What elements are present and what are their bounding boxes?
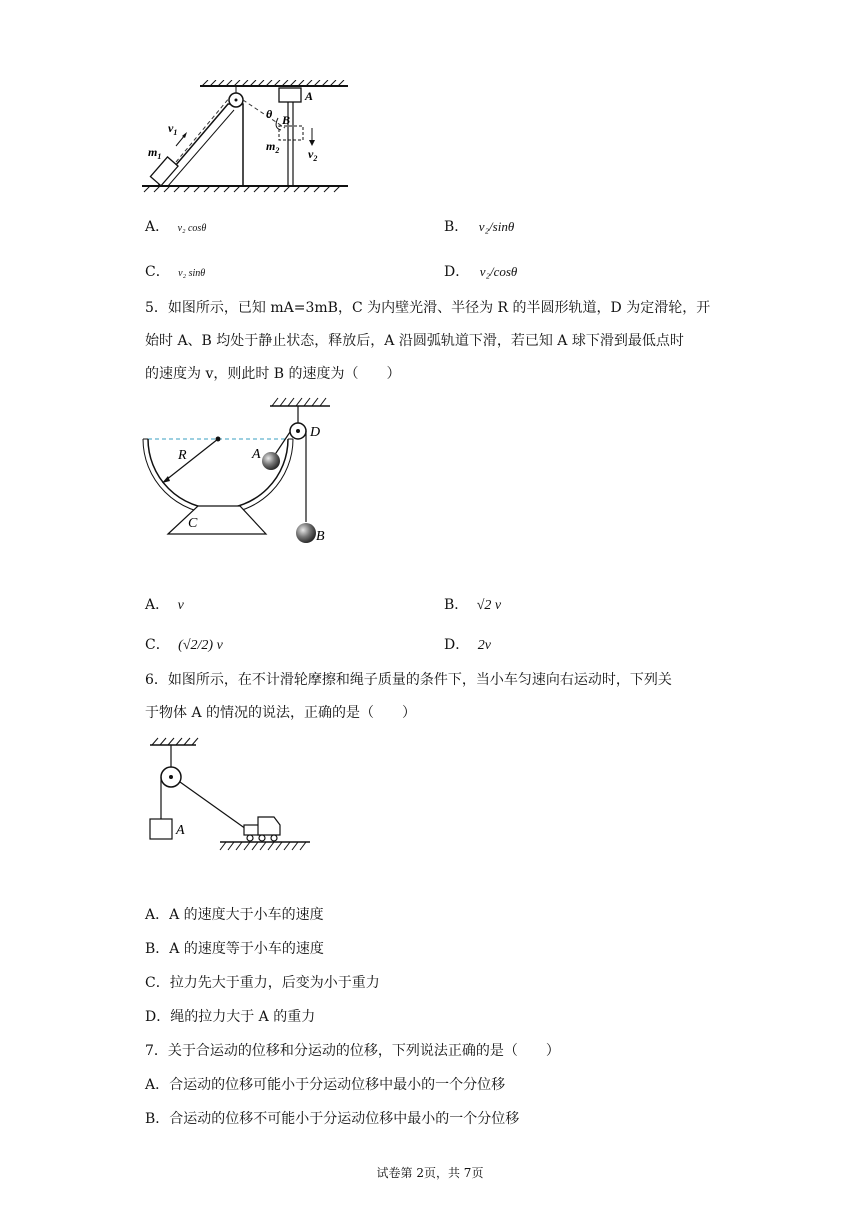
q6-line-1: 6．如图所示，在不计滑轮摩擦和绳子质量的条件下，当小车匀速向右运动时，下列关 bbox=[145, 672, 672, 688]
q6-option-b[interactable] bbox=[145, 942, 324, 956]
option-expr: v₂ cosθ bbox=[177, 223, 207, 234]
q5-figure bbox=[140, 392, 340, 552]
option-letter: A． bbox=[145, 1077, 170, 1093]
q7-stem: 7．关于合运动的位移和分运动的位移，下列说法正确的是（ ） bbox=[145, 1043, 560, 1059]
option-text: 合运动的位移不可能小于分运动位移中最小的一个分位移 bbox=[169, 1111, 520, 1127]
option-letter: A． bbox=[145, 597, 170, 613]
q5-option-d[interactable] bbox=[444, 634, 491, 654]
q4-option-c[interactable] bbox=[145, 261, 205, 281]
q6-line-2: 于物体 A 的情况的说法，正确的是（ ） bbox=[145, 705, 417, 721]
q4-option-a[interactable] bbox=[145, 216, 206, 236]
q4-label-theta: θ bbox=[266, 107, 273, 121]
q7-option-a[interactable] bbox=[145, 1078, 505, 1092]
q5-label-R: R bbox=[178, 448, 187, 463]
q5-line-1: 5．如图所示，已知 mA=3mB，C 为内壁光滑、半径为 R 的半圆形轨道，D 为定滑轮，开 bbox=[145, 300, 711, 316]
q4-label-m1: $m_1$ bbox=[148, 145, 162, 161]
q6-stem bbox=[145, 664, 725, 730]
q6-figure bbox=[140, 735, 320, 860]
option-expr: 2v bbox=[477, 638, 491, 653]
option-letter: B． bbox=[145, 941, 170, 957]
option-text: A 的速度等于小车的速度 bbox=[169, 941, 324, 957]
option-letter: D． bbox=[444, 637, 470, 653]
option-letter: C． bbox=[145, 975, 170, 991]
q5-label-C: C bbox=[188, 516, 198, 531]
q4-figure bbox=[140, 80, 350, 195]
q4-option-d[interactable] bbox=[444, 261, 517, 281]
option-expr: √2 v bbox=[476, 598, 502, 613]
q4-label-v2: $v_2$ bbox=[308, 147, 318, 163]
option-text: 绳的拉力大于 A 的重力 bbox=[170, 1009, 316, 1025]
option-expr: (√2/2) v bbox=[178, 638, 223, 653]
option-text: A 的速度大于小车的速度 bbox=[169, 907, 324, 923]
option-letter: C． bbox=[145, 264, 170, 280]
option-letter: A． bbox=[145, 907, 170, 923]
q4-label-v1: $v_1$ bbox=[168, 121, 178, 137]
q5-label-A: A bbox=[252, 447, 261, 462]
q4-label-m2: $m_2$ bbox=[266, 139, 280, 155]
q4-label-B: B bbox=[282, 113, 291, 127]
q5-label-D: D bbox=[310, 425, 321, 440]
option-letter: D． bbox=[145, 1009, 171, 1025]
option-text: 拉力先大于重力，后变为小于重力 bbox=[169, 975, 380, 991]
q5-label-B: B bbox=[316, 529, 325, 544]
q7-option-b[interactable] bbox=[145, 1112, 519, 1126]
option-letter: B． bbox=[444, 219, 469, 235]
option-letter: A． bbox=[145, 219, 170, 235]
q6-label-A: A bbox=[176, 823, 185, 838]
q4-option-b[interactable] bbox=[444, 216, 514, 236]
option-text: 合运动的位移可能小于分运动位移中最小的一个分位移 bbox=[169, 1077, 506, 1093]
q5-option-c[interactable] bbox=[145, 634, 223, 654]
page-footer: 试卷第 2页，共 7页 bbox=[376, 1166, 484, 1180]
option-letter: D． bbox=[444, 264, 470, 280]
option-expr: v bbox=[177, 598, 184, 613]
option-letter: C． bbox=[145, 637, 170, 653]
q6-option-c[interactable] bbox=[145, 976, 380, 990]
q5-option-a[interactable] bbox=[145, 594, 184, 614]
q5-line-2: 始时 A、B 均处于静止状态，释放后，A 沿圆弧轨道下滑，若已知 A 球下滑到最低点时 bbox=[145, 333, 684, 349]
q6-option-a[interactable] bbox=[145, 908, 324, 922]
q5-line-3: 的速度为 v，则此时 B 的速度为（ ） bbox=[145, 366, 401, 382]
q5-option-b[interactable] bbox=[444, 594, 501, 614]
q6-option-d[interactable] bbox=[145, 1010, 315, 1024]
option-expr: v₂/cosθ bbox=[479, 264, 518, 279]
option-letter: B． bbox=[145, 1111, 170, 1127]
option-expr: v₂/sinθ bbox=[478, 219, 515, 234]
q4-label-A: A bbox=[305, 89, 314, 103]
q5-stem bbox=[145, 292, 725, 391]
option-letter: B． bbox=[444, 597, 469, 613]
option-expr: v₂ sinθ bbox=[178, 268, 206, 279]
